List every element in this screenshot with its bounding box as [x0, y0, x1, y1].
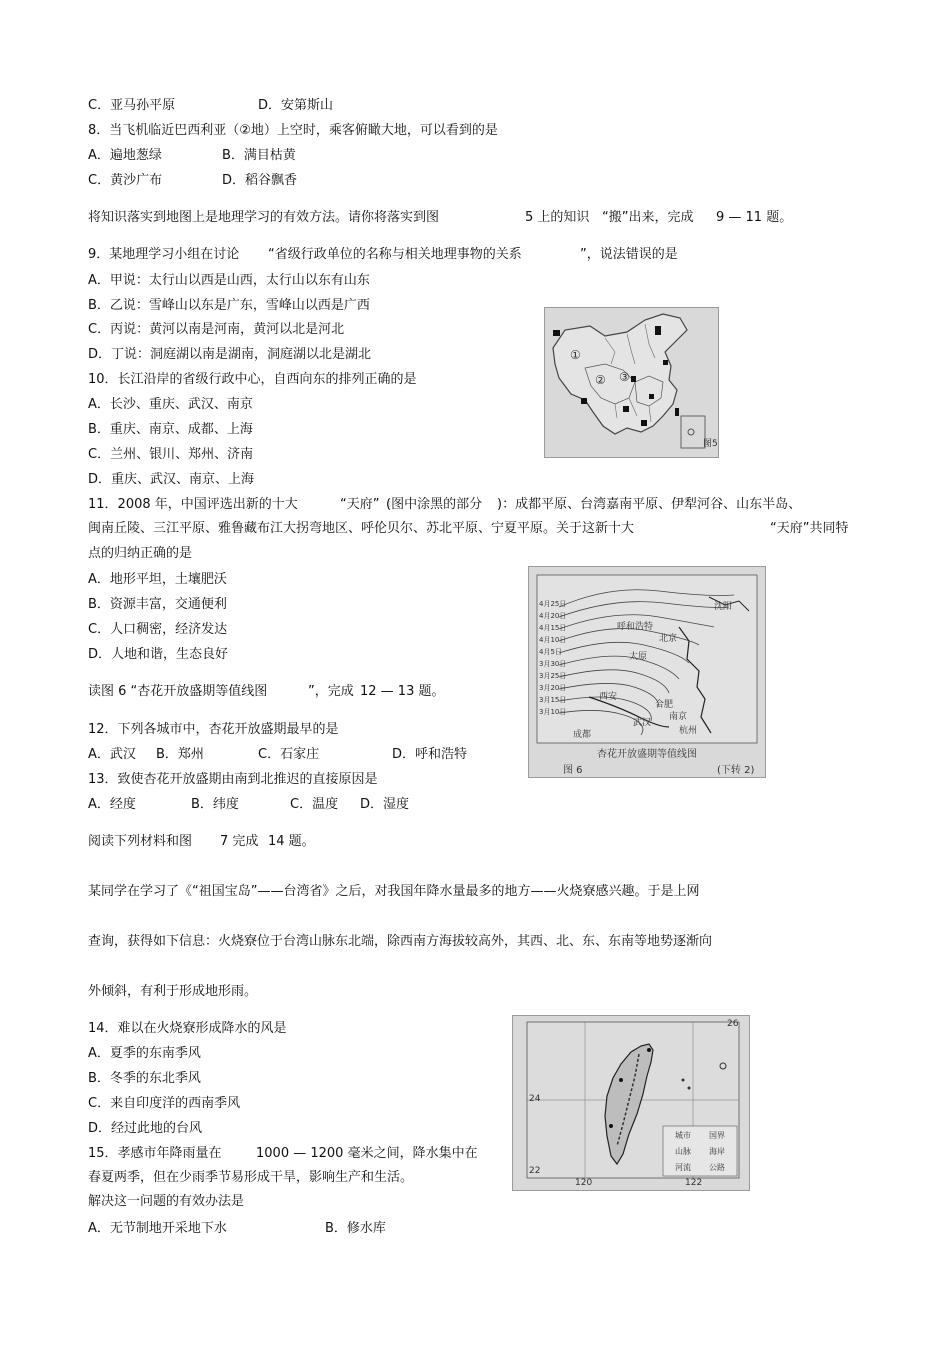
fig7-lat-26: 26 — [727, 1019, 739, 1029]
figure-5-china-map — [544, 307, 719, 458]
q13-option-b: B．纬度 — [191, 797, 239, 812]
q11-line1-a: 11．2008 年，中国评选出新的十大 — [88, 497, 298, 512]
intro-fig7-part1: 阅读下列材料和图 — [88, 834, 193, 849]
fig6-city-xian: 西安 — [599, 692, 618, 702]
intro-fig7-part3: 14 题。 — [268, 834, 315, 849]
q11-line3: 点的归纳正确的是 — [88, 546, 193, 561]
q7-option-c: C．亚马孙平原 — [88, 98, 176, 113]
fig6-turn-note: (下转 2) — [717, 765, 755, 776]
q14-option-d: D．经过此地的台风 — [88, 1121, 203, 1136]
q9-option-c: C．丙说：黄河以南是河南，黄河以北是河北 — [88, 322, 345, 337]
q11-option-b: B．资源丰富，交通便利 — [88, 597, 227, 612]
q14-stem: 14．难以在火烧寮形成降水的风是 — [88, 1021, 287, 1036]
china-map-drawing — [545, 308, 718, 457]
fig6-city-taiyuan: 太原 — [629, 652, 648, 662]
q11-line2-a: 闽南丘陵、三江平原、雅鲁藏布江大拐弯地区、呼伦贝尔、苏北平原、宁夏平原。关于这新十大 — [88, 521, 635, 536]
fig6-isoline-label: 4月20日 — [539, 612, 567, 620]
q14-option-a: A．夏季的东南季风 — [88, 1046, 201, 1061]
intro-fig7-part2: 7 完成 — [220, 834, 259, 849]
q10-option-b: B．重庆、南京、成都、上海 — [88, 422, 253, 437]
fig6-city-wuhan: 武汉 — [633, 718, 652, 728]
q7-option-d: D．安第斯山 — [258, 98, 334, 113]
q13-option-d: D．湿度 — [360, 797, 410, 812]
fig6-city-chengdu: 成都 — [573, 730, 592, 740]
fig7-legend-border: 国界 — [709, 1131, 725, 1140]
q12-stem: 12．下列各城市中，杏花开放盛期最早的是 — [88, 722, 339, 737]
fig7-lon-122: 122 — [685, 1178, 703, 1188]
fig6-caption: 杏花开放盛期等值线图 — [597, 749, 697, 760]
q15-option-b: B．修水库 — [325, 1221, 386, 1236]
fig7-legend-road: 公路 — [709, 1163, 725, 1172]
fig7-legend-coast: 海岸 — [709, 1147, 725, 1156]
q10-option-d: D．重庆、武汉、南京、上海 — [88, 472, 255, 487]
material-line-1: 某同学在学习了《“祖国宝岛”——台湾省》之后，对我国年降水量最多的地方——火烧寮感兴趣。于是上网 — [88, 884, 700, 899]
fig6-city-nanjing: 南京 — [669, 712, 688, 722]
fig5-marker-1: ① — [570, 348, 581, 362]
q11-line1-d: )：成都平原、台湾嘉南平原、伊犁河谷、山东半岛、 — [497, 497, 802, 512]
q13-stem: 13．致使杏花开放盛期由南到北推迟的直接原因是 — [88, 772, 378, 787]
fig6-city-hangzhou: 杭州 — [679, 726, 698, 736]
fig6-city-hefei: 合肥 — [655, 700, 674, 710]
q11-line2-b: “天府”共同特 — [770, 521, 849, 536]
q11-option-a: A．地形平坦，土壤肥沃 — [88, 572, 227, 587]
q10-option-a: A．长沙、重庆、武汉、南京 — [88, 397, 253, 412]
fig7-lon-120: 120 — [575, 1178, 593, 1188]
intro-fig5-part1: 将知识落实到地图上是地理学习的有效方法。请你将落实到图 — [88, 210, 440, 225]
fig7-lat-24: 24 — [529, 1094, 541, 1104]
fig6-isoline-label: 3月25日 — [539, 672, 567, 680]
fig6-isoline-label: 4月5日 — [539, 648, 562, 656]
fig6-isoline-label: 4月10日 — [539, 636, 567, 644]
q9-option-b: B．乙说：雪峰山以东是广东，雪峰山以西是广西 — [88, 298, 370, 313]
q12-option-b: B．郑州 — [156, 747, 204, 762]
intro-fig6-part3: 12 — 13 题。 — [360, 684, 445, 699]
q15-line1-b: 1000 — 1200 毫米之间，降水集中在 — [256, 1146, 478, 1161]
q13-option-a: A．经度 — [88, 797, 136, 812]
q8-option-c: C．黄沙广布 — [88, 173, 163, 188]
q12-option-c: C．石家庄 — [258, 747, 320, 762]
q15-line2: 春夏两季，但在少雨季节易形成干旱，影响生产和生活。 — [88, 1170, 414, 1185]
intro-fig5-part4: 9 — 11 题。 — [716, 210, 793, 225]
q15-option-a: A．无节制地开采地下水 — [88, 1221, 227, 1236]
intro-fig5-part3: “搬”出来，完成 — [602, 210, 694, 225]
fig6-isoline-label: 3月10日 — [539, 708, 567, 716]
fig6-city-beijing: 北京 — [659, 634, 678, 644]
intro-fig6-part1: 读图 6 “杏花开放盛期等值线图 — [88, 684, 268, 699]
fig5-marker-3: ③ — [619, 370, 630, 384]
fig6-city-shenyang: 沈阳 — [714, 602, 733, 612]
figure-7-taiwan-map — [512, 1015, 750, 1191]
q12-option-d: D．呼和浩特 — [392, 747, 468, 762]
q9-stem-c: ”，说法错误的是 — [580, 247, 678, 262]
q9-stem-a: 9．某地理学习小组在讨论 — [88, 247, 240, 262]
q15-line3: 解决这一问题的有效办法是 — [88, 1194, 245, 1209]
fig7-legend-city: 城市 — [675, 1131, 691, 1140]
q8-stem: 8．当飞机临近巴西利亚（②地）上空时，乘客俯瞰大地，可以看到的是 — [88, 123, 498, 138]
q14-option-c: C．来自印度洋的西南季风 — [88, 1096, 241, 1111]
q9-option-d: D．丁说：洞庭湖以南是湖南，洞庭湖以北是湖北 — [88, 347, 372, 362]
fig6-isoline-label: 3月15日 — [539, 696, 567, 704]
q9-stem-b: “省级行政单位的名称与相关地理事物的关系 — [268, 247, 522, 262]
q14-option-b: B．冬季的东北季风 — [88, 1071, 201, 1086]
q8-option-a: A．遍地葱绿 — [88, 148, 162, 163]
fig6-city-hohhot: 呼和浩特 — [617, 622, 654, 632]
fig5-label: 图5 — [703, 439, 718, 449]
material-line-3: 外倾斜，有利于形成地形雨。 — [88, 984, 258, 999]
figure-6-isoline-map — [528, 566, 766, 778]
q10-option-c: C．兰州、银川、郑州、济南 — [88, 447, 254, 462]
q15-line1-a: 15．孝感市年降雨量在 — [88, 1146, 222, 1161]
fig6-isoline-label: 4月25日 — [539, 600, 567, 608]
intro-fig5-part2: 5 上的知识 — [525, 210, 590, 225]
q11-option-c: C．人口稠密，经济发达 — [88, 622, 228, 637]
intro-fig6-part2: ”，完成 — [308, 684, 354, 699]
fig6-isoline-label: 4月15日 — [539, 624, 567, 632]
q9-option-a: A．甲说：太行山以西是山西，太行山以东有山东 — [88, 273, 370, 288]
fig5-marker-2: ② — [595, 373, 606, 387]
q8-option-b: B．满目枯黄 — [222, 148, 296, 163]
q11-line1-c: (图中涂黑的部分 — [386, 497, 483, 512]
fig6-figure-number: 图 6 — [563, 765, 583, 776]
material-line-2: 查询，获得如下信息：火烧寮位于台湾山脉东北端，除西南方海拔较高外，其西、北、东、东南等地势逐渐向 — [88, 934, 713, 949]
q11-line1-b: “天府” — [340, 497, 380, 512]
fig7-lat-22: 22 — [529, 1166, 541, 1176]
fig7-legend-river: 河流 — [675, 1163, 691, 1172]
fig6-isoline-label: 3月30日 — [539, 660, 567, 668]
q8-option-d: D．稻谷飘香 — [222, 173, 298, 188]
fig6-isoline-label: 3月20日 — [539, 684, 567, 692]
q12-option-a: A．武汉 — [88, 747, 136, 762]
fig7-legend-mountain: 山脉 — [675, 1147, 691, 1156]
q11-option-d: D．人地和谐，生态良好 — [88, 647, 229, 662]
q13-option-c: C．温度 — [290, 797, 339, 812]
q10-stem: 10．长江沿岸的省级行政中心，自西向东的排列正确的是 — [88, 372, 417, 387]
